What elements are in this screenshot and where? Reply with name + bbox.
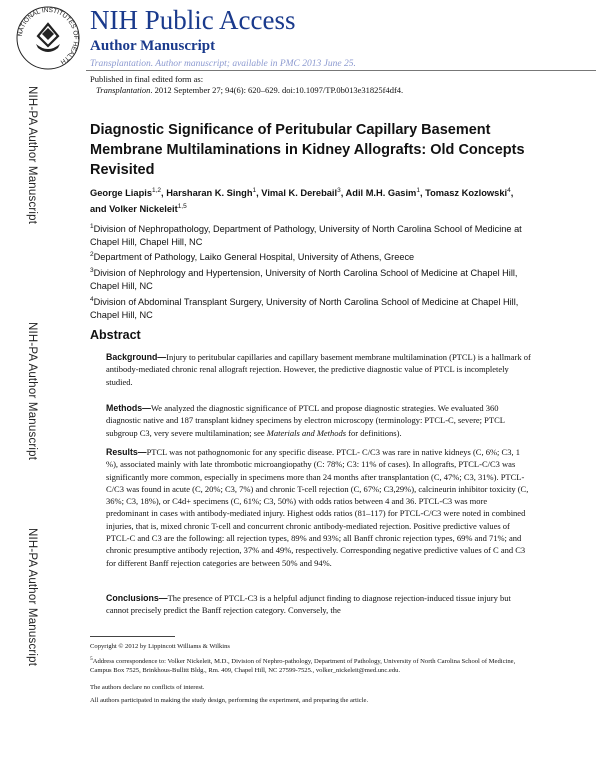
author-name: Harsharan K. Singh — [166, 188, 253, 199]
abstract-heading: Abstract — [90, 328, 141, 342]
author-affiliation-marker: 3 — [337, 187, 341, 194]
header-subtitle: Author Manuscript — [90, 38, 216, 54]
article-title: Diagnostic Significance of Peritubular Capillary Basement Membrane Multilaminations in Kidney Allografts: Old Concepts Revisited — [90, 122, 525, 178]
abstract-results: Results—PTCL was not pathognomonic for any specific disease. PTCL- C/C3 was rare in native kidneys (C, 6%; C3, 1 %), associated mainly with late thrombotic microangiopathy (C: 78%; C3: 11% of cases). In allografts, PTCL-C/C3 was significantly more common, especially in specimens more than 24 months after transplantation (C, 47%; C3, 31%). PTCL-C/C3 was found in acute (C, 20%; C3, 7%) and chronic T-cell rejection (C, 67%; C3,29%), calcineurin inhibitor toxicity (C, 36%; C3, 18%), or C4d+ specimens (C, 61%; C3, 50%) with odds ratios between 4 and 36. PTCL-C3 was more predominant in cases with antibody-mediated injury. Highest odds ratios (81–117) for PTCL-C/C3 were noted in combined injuries, that is, mixed chronic T-cell and concurrent chronic antibody-mediated rejection. Positive predictive values of PTCL-C and C3 are the following: all rejection types, 89% and 93%; all Banff chronic rejection types, 69% and 71%; and chronic presumptive antibody rejection, 37% and 49%, respectively. Corresponding negative predictive values of C and C3 for different Banff rejection categories are between 50% and 94%. — [106, 447, 529, 568]
affiliation-2: $^2$Department of Pathology, Laiko General Hospital, University of Athens, Greece — [90, 251, 415, 263]
citation-details: . 2012 September 27; 94(6): 620–629. doi:10.1097/TP.0b013e31825f4df4. — [150, 85, 404, 95]
abstract-background: Background—Injury to peritubular capillaries and capillary basement membrane multilamination (PTCL) is a hallmark of antibody-mediated chronic renal allograft rejection. However, the predictive diagnostic value of PTCL is incompletely studied. — [106, 352, 531, 387]
citation-line — [96, 85, 403, 95]
abstract-conclusions: Conclusions—The presence of PTCL-C3 is a helpful adjunct finding to diagnose rejection-induced tissue injury but cannot precisely predict the Banff rejection category. Conversely, the — [106, 593, 511, 616]
nih-logo — [14, 4, 82, 72]
author-affiliation-marker: 4 — [507, 187, 511, 194]
author-affiliation-marker: 1,5 — [177, 203, 187, 211]
author-name: Adil M.H. Gasim — [345, 188, 417, 199]
footnote-divider — [90, 636, 175, 637]
author-affiliation-marker: 1 — [416, 187, 420, 194]
participation-note: All authors participated in making the study design, performing the experiment, and preparing the article. — [90, 697, 369, 704]
left-margin-sidebar — [0, 0, 62, 776]
author-separator: , — [419, 188, 426, 199]
author-affiliation-marker: 1 — [252, 187, 257, 194]
sidebar-label: NIH-PA Author Manuscript — [26, 528, 38, 667]
author-name: George Liapis — [90, 188, 152, 199]
header-title: NIH Public Access — [90, 5, 296, 35]
affiliation-1: $^1$Division of Nephropathology, Department of Pathology, University of North Carolina School of Medicine at Chapel Hill, Chapel Hill, NC — [90, 223, 522, 248]
affiliation-4: $^4$Division of Abdominal Transplant Surgery, University of North Carolina School of Medicine at Chapel Hill, Chapel Hill, NC — [90, 296, 519, 321]
author-separator: , — [161, 188, 167, 199]
author-name: Volker Nickeleit — [109, 204, 178, 215]
published-in-line: Published in final edited form as: — [90, 74, 204, 84]
affiliation-3: $^3$Division of Nephrology and Hypertension, University of North Carolina School of Medicine at Chapel Hill, Chapel Hill, NC — [90, 267, 518, 292]
abstract-methods: Methods—We analyzed the diagnostic significance of PTCL and propose diagnostic strategies. We evaluated 360 diagnostic native and 187 transplant kidney specimens by electron microscopy (terminology: PTCL-C, severe; PTCL subgroup C3, very severe multilamination; see Materials and Methods for definitions). — [106, 403, 505, 438]
author-list — [90, 184, 530, 216]
correspondence-note: $^5$Address correspondence to: Volker Nickeleit, M.D., Division of Nephro-pathology, Department of Pathology, University of North Carolina School of Medicine, Campus Box 7525, Brinkhous-Bullitt Bldg., Rm. 409, Chapel Hill, NC 27599-7525., volker_nickeleit@med.unc.edu. — [90, 656, 516, 674]
journal-name: Transplantation — [96, 85, 151, 95]
header-divider — [86, 70, 596, 71]
author-name: Tomasz Kozlowski — [425, 188, 508, 199]
author-separator: , — [256, 188, 262, 199]
sidebar-label: NIH-PA Author Manuscript — [26, 322, 38, 461]
author-affiliation-marker: 1,2 — [152, 187, 162, 194]
eagle-emblem-icon — [36, 24, 60, 52]
author-separator: , and — [90, 188, 514, 215]
author-separator: , — [340, 188, 346, 199]
conflicts-note: The authors declare no conflicts of interest. — [90, 684, 205, 691]
copyright-note: Copyright © 2012 by Lippincott Williams & Wilkins — [90, 643, 230, 650]
logo-ring-text: NATIONAL INSTITUTES OF HEALTH — [16, 6, 80, 66]
author-name: Vimal K. Derebail — [261, 188, 338, 199]
sidebar-label: NIH-PA Author Manuscript — [26, 86, 38, 225]
availability-note: Transplantation. Author manuscript; available in PMC 2013 June 25. — [90, 59, 356, 69]
